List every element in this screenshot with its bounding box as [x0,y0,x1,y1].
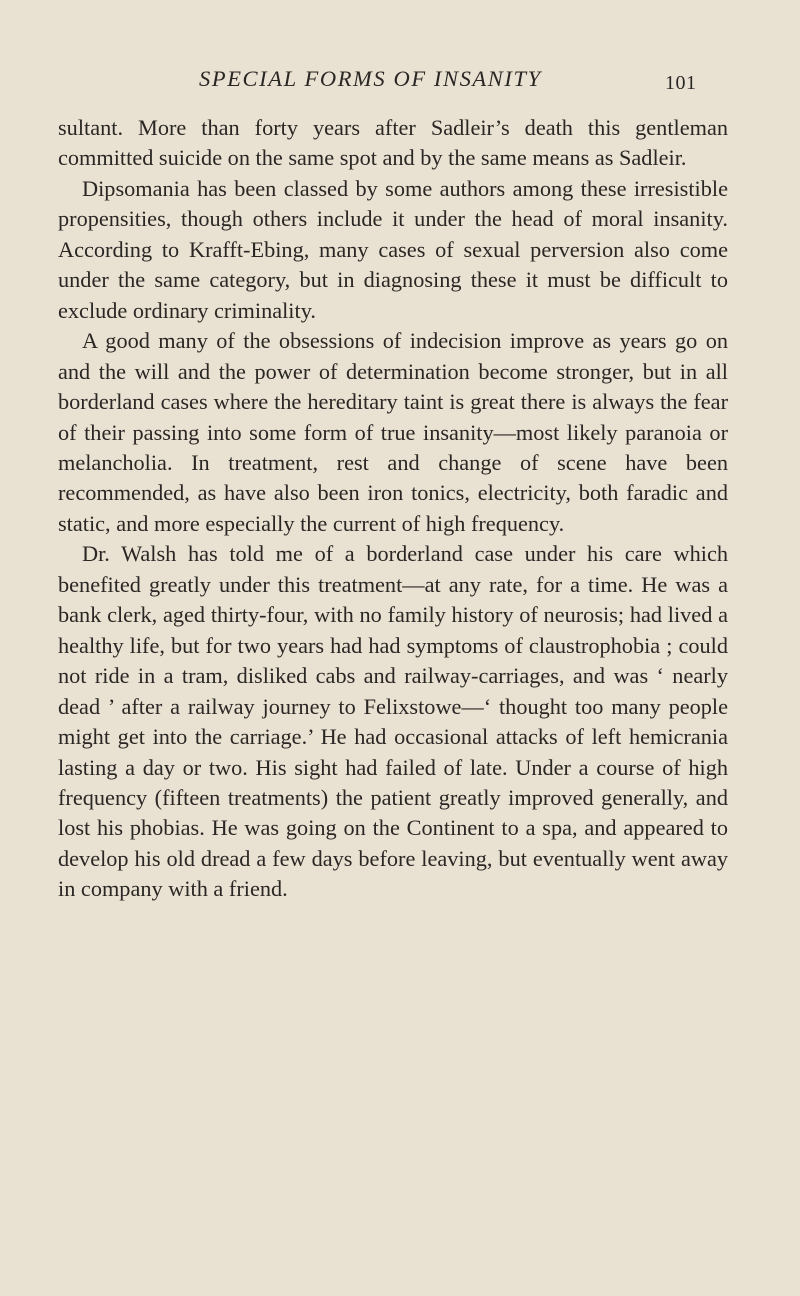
paragraph-continuation: sultant. More than forty years after Sadleir’s death this gentleman committed suicide on the same spot and by the same means as Sadleir. [58,115,728,171]
running-title: SPECIAL FORMS OF INSANITY [199,66,542,91]
paragraph-obsessions: A good many of the obsessions of indecision improve as years go on and the will and the power of determination become stronger, but in all borderland cases where the hereditary taint is great there is always the fear of their passing into some form of true insanity—most likely paranoia or melancholia. In treatment, rest and change of scene have been recommended, as have also been iron tonics, electricity, both faradic and static, and more especially the current of high frequency. [58,328,728,536]
body-text [58,113,728,905]
running-head [0,64,800,94]
paragraph-case-history: Dr. Walsh has told me of a borderland case under his care which benefited greatly under this treatment—at any rate, for a time. He was a bank clerk, aged thirty-four, with no family history of neurosis; had lived a healthy life, but for two years had had symptoms of claustrophobia ; could not ride in a tram, disliked cabs and railway-carriages, and was ‘ nearly dead ’ after a railway journey to Felixstowe—‘ thought too many people might get into the carriage.’ He had occasional attacks of left hemicrania lasting a day or two. His sight had failed of late. Under a course of high frequency (fifteen treatments) the patient greatly improved generally, and lost his phobias. He was going on the Continent to a spa, and appeared to develop his old dread a few days before leaving, but eventually went away in company with a friend. [58,541,728,902]
page-number: 101 [665,72,697,94]
paragraph-dipsomania: Dipsomania has been classed by some authors among these irresistible propensities, though others include it under the head of moral insanity. According to Krafft-Ebing, many cases of sexual perversion also come under the same category, but in diagnosing these it must be difficult to exclude ordinary criminality. [58,175,728,323]
